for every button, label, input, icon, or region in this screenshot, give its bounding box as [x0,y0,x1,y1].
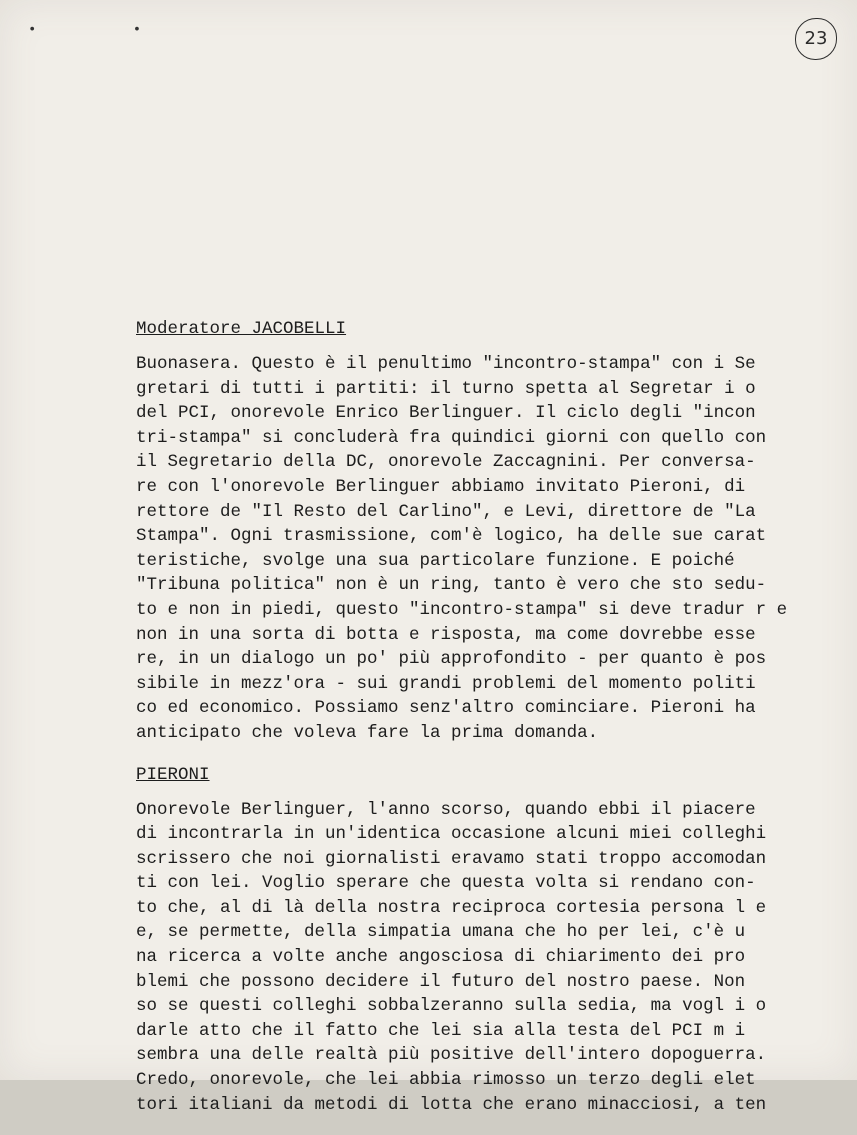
transcript-body [136,318,852,1135]
text-line: del PCI, onorevole Enrico Berlinguer. Il ciclo degli "incon [136,403,756,424]
text-line: di incontrarla in un'identica occasione alcuni miei colleghi [136,824,767,845]
text-line: so se questi colleghi sobbalzeranno sulla sedia, ma vogl i o [136,996,767,1017]
text-line: teristiche, svolge una sua particolare funzione. E poiché [136,550,735,571]
text-line: co ed economico. Possiamo senz'altro cominciare. Pieroni ha [136,698,756,719]
paragraph [136,798,852,1118]
text-line: Stampa". Ogni trasmissione, com'è logico, ha delle sue carat [136,526,767,547]
text-line: anticipato che voleva fare la prima domanda. [136,722,599,743]
text-line: blemi che possono decidere il futuro del nostro paese. Non [136,971,746,992]
text-line: ti con lei. Voglio sperare che questa volta si rendano con- [136,873,756,894]
text-line: non in una sorta di botta e risposta, ma come dovrebbe esse [136,624,756,645]
speaker-heading: Moderatore JACOBELLI [136,319,347,339]
page-number-circle: 23 [795,18,837,60]
text-line: e, se permette, della simpatia umana che ho per lei, c'è u [136,922,746,943]
text-line: re, in un dialogo un po' più approfondito - per quanto è pos [136,649,767,670]
text-line: il Segretario della DC, onorevole Zaccagnini. Per conversa- [136,452,756,473]
text-line: na ricerca a volte anche angosciosa di chiarimento dei pro [136,947,746,968]
text-line: Buonasera. Questo è il penultimo "incontro-stampa" con i Se [136,354,756,374]
text-line: re con l'onorevole Berlinguer abbiamo invitato Pieroni, di [136,476,746,497]
text-line: sembra una delle realtà più positive dell'intero dopoguerra. [136,1045,767,1066]
text-line: "Tribuna politica" non è un ring, tanto è vero che sto sedu- [136,575,767,596]
text-line: to che, al di là della nostra reciproca cortesia persona l e [136,897,767,918]
text-line: to e non in piedi, questo "incontro-stampa" si deve tradur r e [136,599,788,620]
text-line: sibile in mezz'ora - sui grandi problemi del momento politi [136,673,756,694]
speaker-heading: PIERONI [136,764,210,785]
text-line: tori italiani da metodi di lotta che erano minacciosi, a ten [136,1094,767,1115]
text-line: Credo, onorevole, che lei abbia rimosso un terzo degli elet [136,1070,756,1091]
text-line: Onorevole Berlinguer, l'anno scorso, quando ebbi il piacere [136,799,756,820]
text-line: scrissero che noi giornalisti eravamo stati troppo accomodan [136,848,767,869]
text-line: rettore de "Il Resto del Carlino", e Levi, direttore de "La [136,501,756,522]
text-line: gretari di tutti i partiti: il turno spetta al Segretar i o [136,378,756,399]
paragraph [136,352,852,746]
text-line: tri-stampa" si concluderà fra quindici giorni con quello con [136,427,767,448]
text-line: darle atto che il fatto che lei sia alla testa del PCI m i [136,1020,746,1041]
punch-dots: • • [28,22,186,38]
